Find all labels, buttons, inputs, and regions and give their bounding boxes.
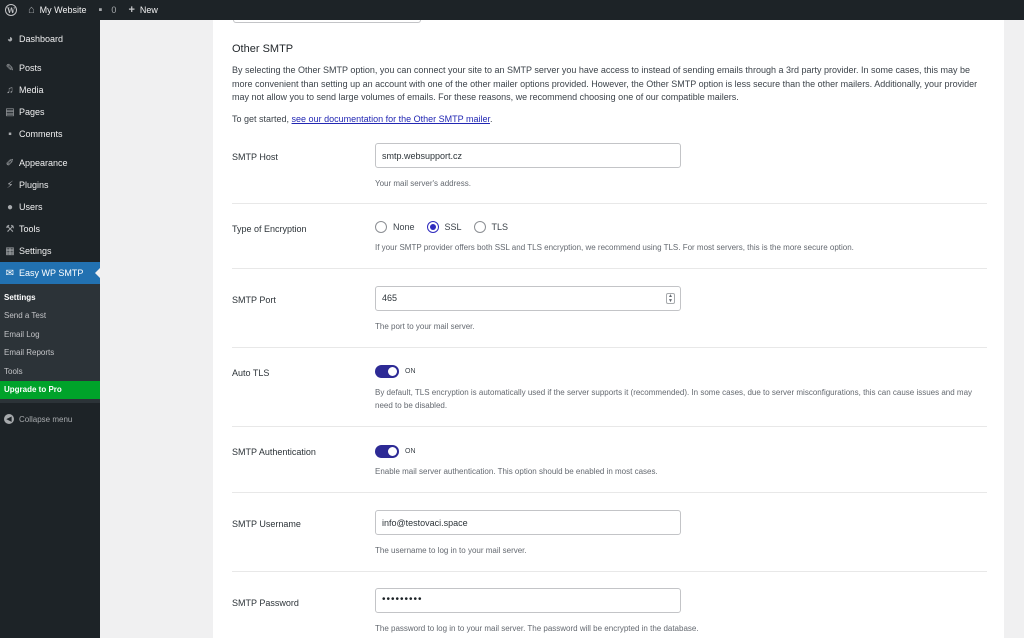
user-icon: ● bbox=[6, 201, 14, 213]
smtp-auth-toggle-wrap bbox=[375, 445, 416, 458]
settings-icon: ▦ bbox=[5, 245, 15, 257]
media-icon: ♫ bbox=[6, 84, 14, 96]
sidebar-item-label: Appearance bbox=[19, 158, 68, 168]
sidebar-item-label: Dashboard bbox=[19, 34, 64, 44]
divider bbox=[232, 492, 987, 493]
encryption-radio-group bbox=[375, 221, 520, 233]
sidebar-item-label: Posts bbox=[19, 63, 42, 73]
settings-panel bbox=[213, 20, 1004, 638]
admin-bar bbox=[0, 0, 1024, 20]
sidebar-item-appearance[interactable] bbox=[0, 152, 100, 174]
smtp-host-input[interactable] bbox=[375, 143, 681, 168]
smtp-auth-toggle[interactable] bbox=[375, 445, 399, 458]
comment-icon: ▪ bbox=[8, 128, 12, 140]
submenu-item-email-log[interactable]: Email Log bbox=[4, 329, 40, 339]
auto-tls-label: Auto TLS bbox=[232, 368, 270, 378]
number-stepper[interactable] bbox=[666, 293, 675, 304]
submenu-item-send-test[interactable]: Send a Test bbox=[4, 311, 47, 321]
sidebar-item-label: Plugins bbox=[19, 180, 49, 190]
smtp-host-help: Your mail server's address. bbox=[375, 179, 471, 188]
encryption-label: Type of Encryption bbox=[232, 224, 307, 234]
sidebar-item-plugins[interactable] bbox=[0, 174, 100, 196]
smtp-password-label: SMTP Password bbox=[232, 598, 299, 608]
sidebar-item-label: Settings bbox=[19, 246, 52, 256]
radio-none[interactable] bbox=[375, 221, 415, 233]
site-name-link[interactable] bbox=[22, 0, 93, 20]
radio-none-circle[interactable] bbox=[375, 221, 387, 233]
radio-tls-label: TLS bbox=[491, 222, 509, 232]
sidebar-item-settings[interactable] bbox=[0, 240, 100, 262]
submenu-item-upgrade-pro[interactable]: Upgrade to Pro bbox=[0, 381, 100, 400]
admin-sidebar bbox=[0, 20, 100, 638]
new-label: New bbox=[139, 5, 158, 15]
plug-icon: ⚡ bbox=[6, 179, 14, 191]
section-description: By selecting the Other SMTP option, you can connect your site to an SMTP server you have access to instead of sending emails through a 3rd party provider. In some cases, this may be more convenient than setting up an account with one of the other mailer options provided. However, the Other SMTP option is less secure than the other mailers. Additionally, your provider may not allow you to send large volumes of emails. For these reasons, we recommend choosing one of our compatible mailers. bbox=[232, 65, 978, 102]
stepper-up-icon[interactable]: ▲ bbox=[668, 292, 673, 299]
comment-bubble-icon: ▪ bbox=[98, 3, 103, 16]
sidebar-item-dashboard[interactable] bbox=[0, 28, 100, 50]
smtp-password-help: The password to log in to your mail server. The password will be encrypted in the database. bbox=[375, 624, 699, 633]
sidebar-item-comments[interactable] bbox=[0, 123, 100, 145]
sidebar-item-label: Media bbox=[19, 85, 44, 95]
submenu-item-settings[interactable]: Settings bbox=[4, 292, 36, 302]
sidebar-item-users[interactable] bbox=[0, 196, 100, 218]
section-title: Other SMTP bbox=[232, 43, 294, 55]
pin-icon: ✎ bbox=[5, 62, 15, 74]
radio-tls-circle[interactable] bbox=[474, 221, 486, 233]
radio-ssl-label: SSL bbox=[444, 222, 462, 232]
sidebar-item-pages[interactable] bbox=[0, 101, 100, 123]
getting-started-prefix: To get started, bbox=[232, 114, 292, 124]
smtp-port-value: 465 bbox=[382, 293, 398, 303]
sidebar-item-label: Pages bbox=[19, 107, 45, 117]
sidebar-item-label: Easy WP SMTP bbox=[19, 268, 84, 278]
mail-icon: ✉ bbox=[5, 267, 15, 279]
sidebar-item-label: Comments bbox=[19, 129, 63, 139]
encryption-help: If your SMTP provider offers both SSL and TLS encryption, we recommend using TLS. For most servers, this is the more secure option. bbox=[375, 243, 854, 252]
smtp-username-label: SMTP Username bbox=[232, 519, 301, 529]
submenu-item-email-reports[interactable]: Email Reports bbox=[4, 348, 55, 358]
smtp-auth-label: SMTP Authentication bbox=[232, 447, 316, 457]
pages-icon: ▤ bbox=[5, 106, 15, 118]
smtp-host-label: SMTP Host bbox=[232, 152, 278, 162]
site-name-label: My Website bbox=[39, 5, 87, 15]
home-icon: ⌂ bbox=[28, 3, 35, 16]
divider bbox=[232, 347, 987, 348]
wordpress-logo-icon: W bbox=[5, 4, 17, 16]
smtp-auth-help: Enable mail server authentication. This option should be enabled in most cases. bbox=[375, 467, 658, 476]
radio-tls[interactable] bbox=[474, 221, 509, 233]
radio-none-label: None bbox=[393, 222, 415, 232]
smtp-auth-state: ON bbox=[405, 448, 416, 455]
wordpress-logo-button[interactable] bbox=[0, 0, 22, 20]
radio-ssl[interactable] bbox=[427, 221, 462, 233]
auto-tls-toggle[interactable] bbox=[375, 365, 399, 378]
smtp-username-input[interactable] bbox=[375, 510, 681, 535]
brush-icon: ✐ bbox=[5, 157, 15, 169]
new-content-link[interactable] bbox=[122, 0, 163, 20]
auto-tls-help: By default, TLS encryption is automatically used if the server supports it (recommended). In some cases, due to server misconfigurations, this can cause issues and may need to be disabled. bbox=[375, 388, 973, 410]
divider bbox=[232, 268, 987, 269]
divider bbox=[232, 203, 987, 204]
collapse-arrow-icon: ◀ bbox=[4, 414, 14, 424]
getting-started-suffix: . bbox=[489, 114, 493, 124]
wrench-icon: ⚒ bbox=[5, 223, 15, 235]
smtp-port-help: The port to your mail server. bbox=[375, 322, 475, 331]
plus-icon: + bbox=[128, 3, 135, 16]
comments-link[interactable] bbox=[93, 0, 123, 20]
smtp-username-help: The username to log in to your mail server. bbox=[375, 546, 527, 555]
auto-tls-state: ON bbox=[405, 368, 416, 375]
sidebar-item-label: Users bbox=[19, 202, 43, 212]
radio-ssl-circle[interactable] bbox=[427, 221, 439, 233]
auto-tls-toggle-wrap bbox=[375, 365, 416, 378]
submenu-item-tools[interactable]: Tools bbox=[4, 366, 23, 376]
dashboard-icon: ◕ bbox=[6, 33, 14, 45]
smtp-password-input[interactable]: ••••••••• bbox=[375, 588, 681, 613]
sidebar-item-posts[interactable] bbox=[0, 57, 100, 79]
sidebar-item-easy-wp-smtp[interactable] bbox=[0, 262, 100, 284]
smtp-port-label: SMTP Port bbox=[232, 295, 276, 305]
getting-started-text bbox=[232, 114, 493, 124]
sidebar-item-media[interactable] bbox=[0, 79, 100, 101]
divider bbox=[232, 426, 987, 427]
sidebar-item-tools[interactable] bbox=[0, 218, 100, 240]
smtp-port-input[interactable] bbox=[375, 286, 681, 311]
collapse-menu-button[interactable] bbox=[0, 407, 100, 431]
divider bbox=[232, 571, 987, 572]
previous-field-edge bbox=[233, 20, 421, 23]
documentation-link[interactable]: see our documentation for the Other SMTP mailer bbox=[291, 114, 490, 124]
stepper-down-icon[interactable]: ▼ bbox=[668, 297, 673, 304]
easy-wp-smtp-submenu bbox=[0, 284, 100, 403]
comments-count: 0 bbox=[111, 5, 117, 15]
collapse-menu-label: Collapse menu bbox=[19, 414, 73, 424]
sidebar-item-label: Tools bbox=[19, 224, 41, 234]
